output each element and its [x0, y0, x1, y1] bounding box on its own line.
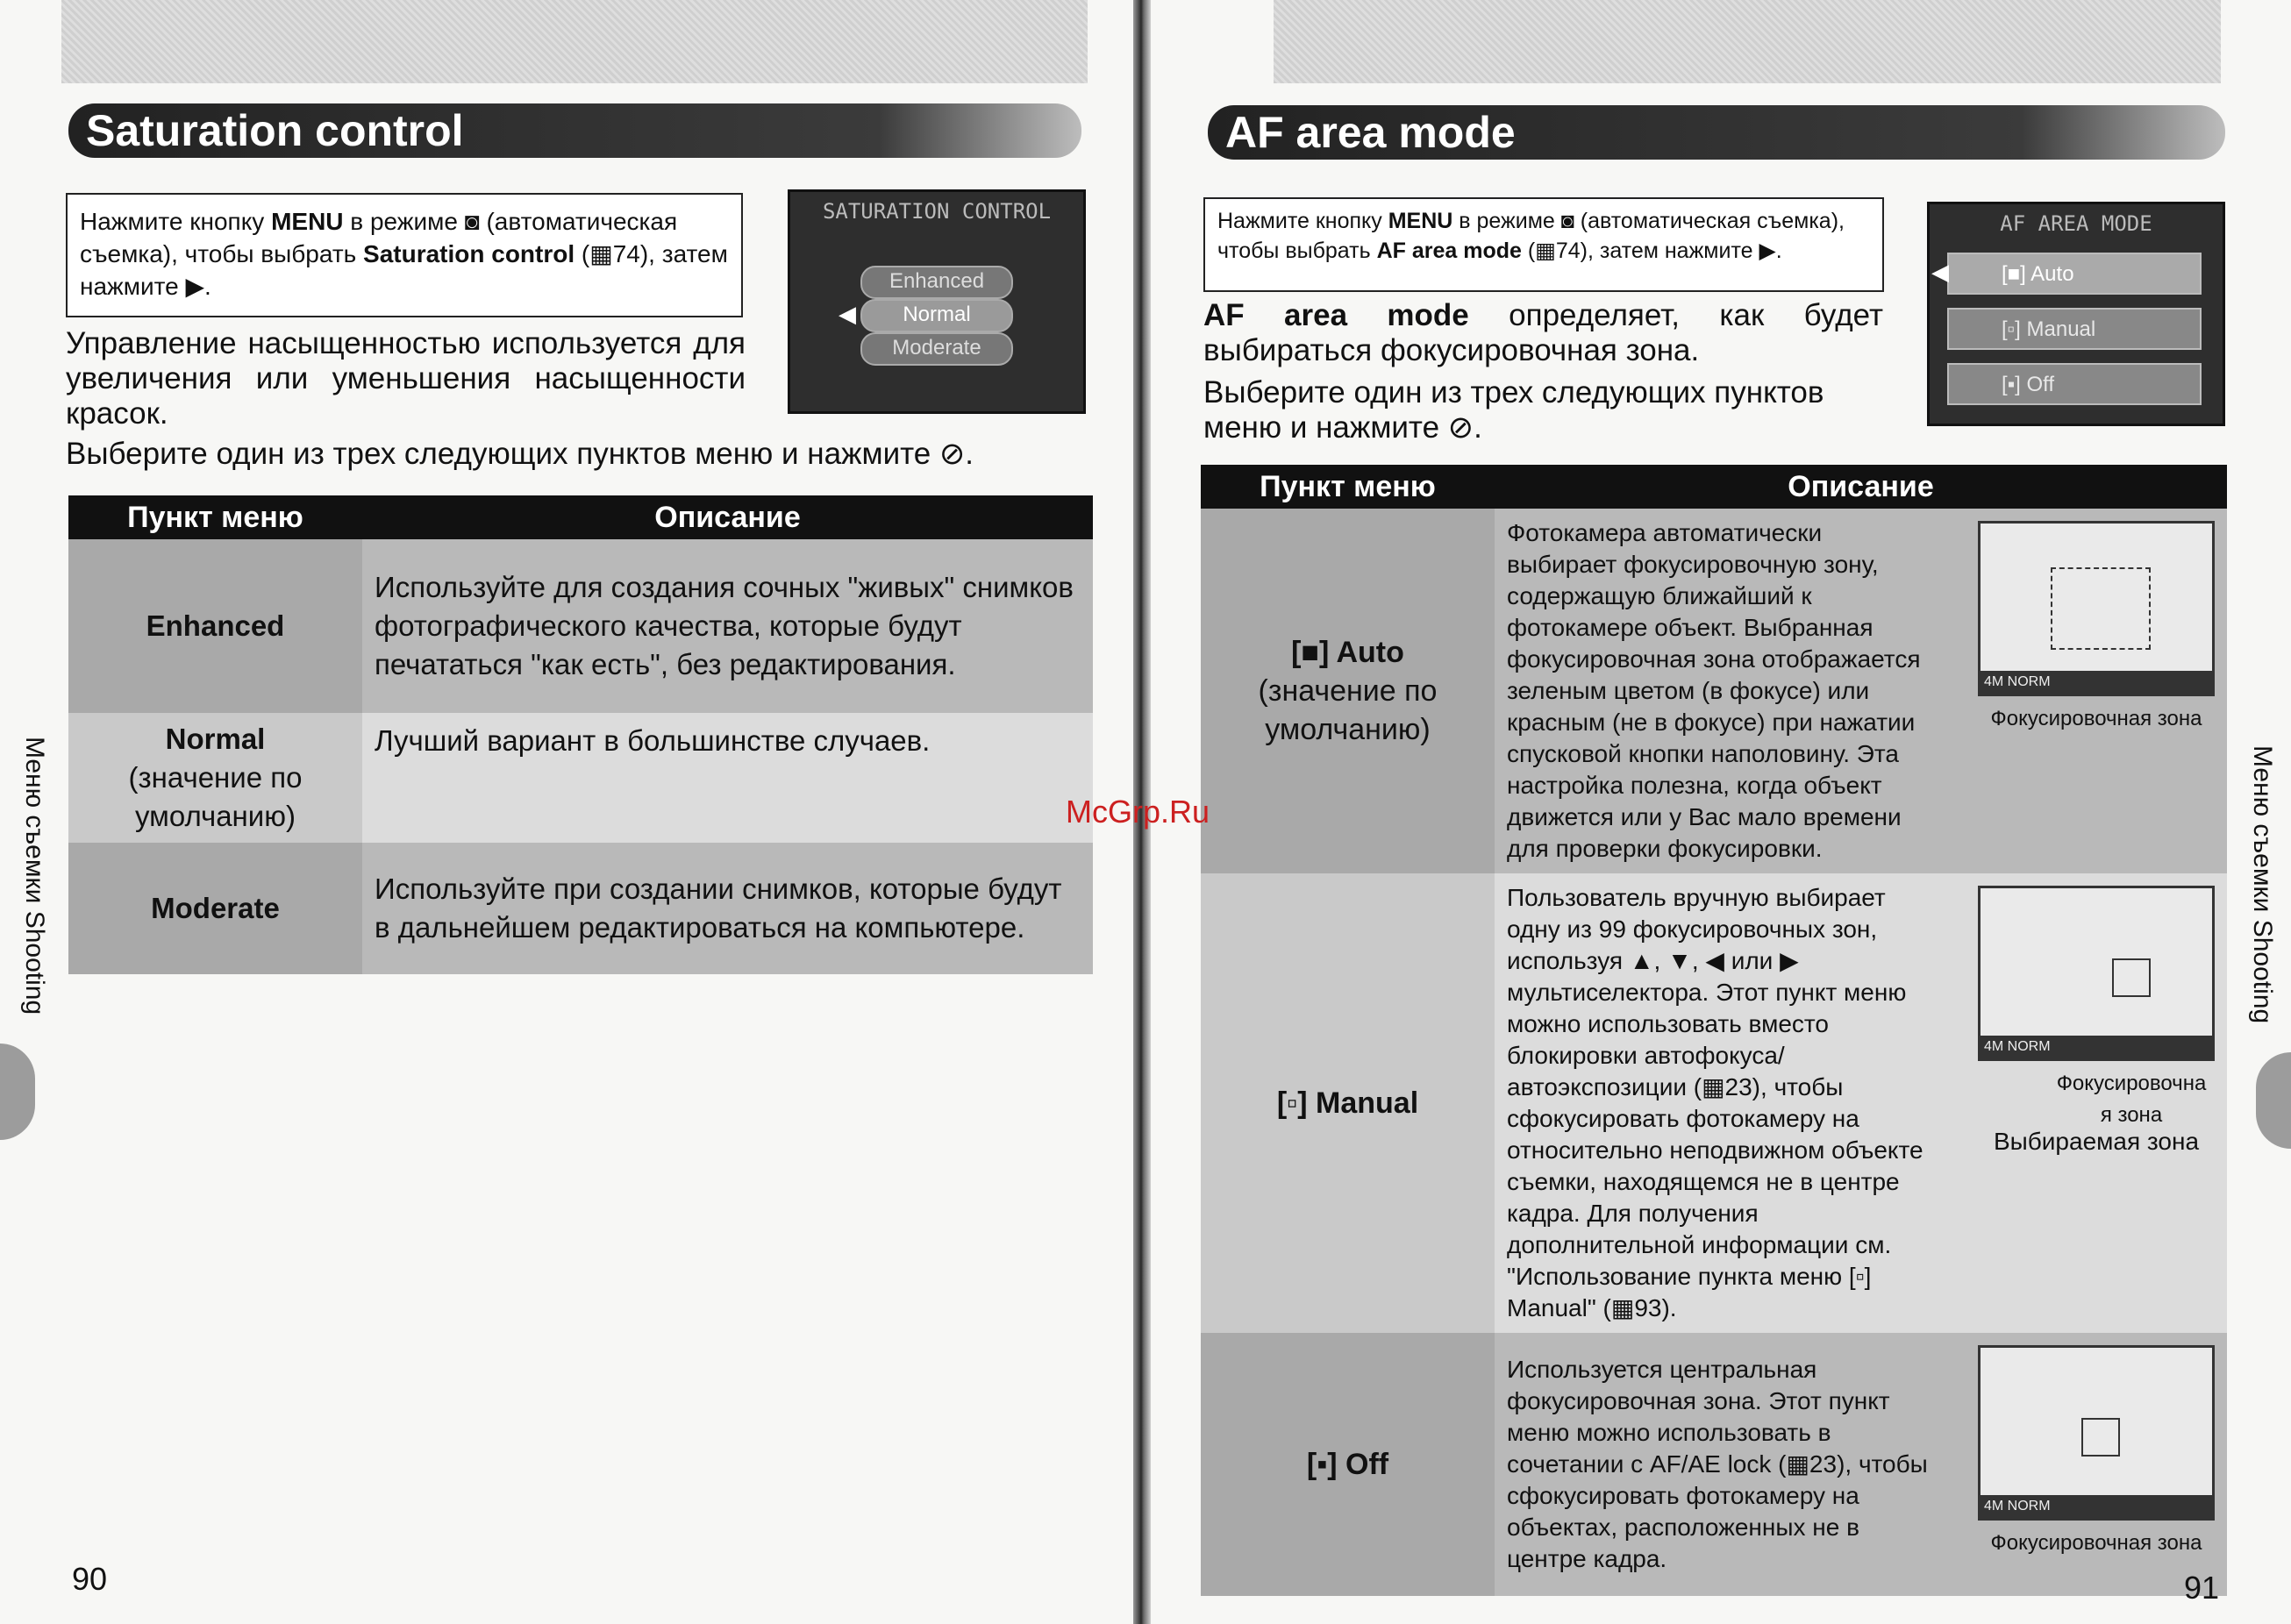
top-band — [1274, 0, 2221, 83]
desc-text: Фотокамера автоматически выбирает фокусировочную зону, содержащую ближайший к фотокамере объект. Выбранная фокусировочная зона отображается зеленым цветом (в фокусе) или красным (не в фокусе) при нажатии спусковой кнопки наполовину. Эта настройка полезна, когда объект движется или у Вас мало времени для проверки фокусировки. — [1507, 519, 1921, 862]
af-area-preview — [1978, 1345, 2215, 1521]
left-arrow-icon: ◀ — [839, 301, 856, 327]
table-desc-cell: Используйте при создании снимков, которые будут в дальнейшем редактироваться на компьютере. — [362, 843, 1093, 974]
left-page — [0, 0, 1140, 1624]
focus-area-grid — [2051, 567, 2151, 650]
item-name: Enhanced — [146, 609, 285, 642]
lcd-status-bar: 4M NORM — [1981, 1036, 2212, 1058]
table-row — [68, 539, 1093, 713]
item-default-note: (значение по умолчанию) — [128, 761, 303, 832]
table-row — [1201, 509, 2227, 873]
choose-paragraph: Выберите один из трех следующих пунктов меню и нажмите ⊘. — [66, 437, 974, 471]
table-desc-cell — [1495, 509, 2227, 873]
preview-caption: Фокусировочная зона — [1990, 1531, 2202, 1555]
target-option: Saturation control — [363, 240, 575, 267]
table-item-cell — [68, 713, 362, 843]
page-number: 90 — [72, 1561, 108, 1597]
item-name-line — [1202, 633, 1494, 672]
item-name: Auto — [1336, 636, 1404, 669]
lcd-option: [▫] Manual — [1947, 308, 2202, 350]
table-desc-cell — [1495, 1333, 2227, 1596]
table-item-cell — [1201, 873, 1495, 1333]
lcd-title: AF AREA MODE — [2000, 211, 2152, 236]
intro-paragraph: Управление насыщенностью используется для увеличения или уменьшения насыщенности красок. — [66, 326, 746, 431]
instruction-box — [1203, 197, 1884, 292]
menu-label: MENU — [271, 208, 344, 235]
menu-label: MENU — [1388, 209, 1453, 233]
table-row — [1201, 1333, 2227, 1596]
table-header: Описание — [1495, 465, 2227, 509]
instruction-text: (автоматическая съемка), чтобы выбрать — [1217, 209, 1845, 263]
camera-mode-icon: ◙ — [1560, 209, 1574, 233]
table-header: Описание — [362, 495, 1093, 539]
target-option: AF area mode — [1376, 239, 1522, 263]
menu-table — [1201, 465, 2227, 1596]
off-area-icon: [▪] — [1306, 1448, 1338, 1481]
manual-area-icon: [▫] — [1276, 1086, 1308, 1120]
intro-paragraph — [1203, 298, 1883, 368]
watermark: McGrp.Ru — [1066, 794, 1210, 830]
menu-table — [68, 495, 1093, 974]
lcd-status-bar: 4M NORM — [1981, 1495, 2212, 1518]
lcd-option-selected: [■] Auto — [1947, 253, 2202, 295]
camera-mode-icon: ◙ — [464, 208, 480, 235]
table-row — [68, 843, 1093, 974]
item-name: Manual — [1316, 1086, 1419, 1120]
preview-caption: Выбираемая зона — [1993, 1128, 2200, 1155]
instruction-text: Нажмите кнопку — [1217, 209, 1388, 233]
side-tab-label: Меню съемки Shooting — [2248, 745, 2277, 1024]
table-header: Пункт меню — [68, 495, 362, 539]
lcd-title: SATURATION CONTROL — [822, 199, 1052, 224]
page-reference: (▦74), затем нажмите ▶. — [1521, 239, 1782, 263]
af-area-preview — [1978, 886, 2215, 1061]
preview-caption: Фокусировочная зона — [1990, 707, 2202, 730]
selected-focus-zone — [2112, 958, 2151, 997]
table-item-cell — [1201, 509, 1495, 873]
lcd-option-selected: Normal — [860, 299, 1013, 332]
table-row — [68, 713, 1093, 843]
desc-text: Пользователь вручную выбирает одну из 99 фокусировочных зон, используя ▲, ▼, ◀ или ▶ мультиселектора. Этот пункт меню можно использовать вместо блокировки автофокуса/ автоэкспозиции (▦23), чтобы сфокусировать фотокамеру на относительно неподвижном объекте съемки, находящемся не в центре кадра. Для получения дополнительной информации см. "Использование пункта меню [▫] Manual" (▦93). — [1507, 884, 1923, 1321]
table-desc-cell: Используйте для создания сочных "живых" снимков фотографического качества, которые будут печататься "как есть", без редактирования. — [362, 539, 1093, 713]
item-name-line — [1202, 1084, 1494, 1122]
item-default-note: (значение по умолчанию) — [1258, 674, 1438, 746]
section-title: Saturation control — [68, 103, 1081, 158]
table-item-cell — [68, 539, 362, 713]
desc-text: Используется центральная фокусировочная зона. Этот пункт меню можно использовать в сочетании с AF/AE lock (▦23), чтобы сфокусировать фотокамеру на объектах, расположенных не в центре кадра. — [1507, 1356, 1928, 1572]
table-desc-cell — [1495, 873, 2227, 1333]
page-reference: (▦74), затем нажмите ▶. — [80, 240, 728, 300]
thumb-tab — [0, 1043, 35, 1140]
lcd-option: Moderate — [860, 332, 1013, 366]
center-focus-zone — [2081, 1418, 2120, 1457]
intro-bold: AF area mode — [1203, 298, 1469, 332]
lcd-option: [▪] Off — [1947, 363, 2202, 405]
table-desc-cell: Лучший вариант в большинстве случаев. — [362, 713, 1093, 843]
item-name: Moderate — [151, 892, 280, 924]
item-name: Off — [1345, 1448, 1389, 1481]
top-band — [61, 0, 1088, 83]
table-item-cell — [1201, 1333, 1495, 1596]
af-area-preview — [1978, 521, 2215, 696]
instruction-text: (автоматическая съемка), чтобы выбрать — [80, 208, 678, 267]
right-page — [1151, 0, 2291, 1624]
lcd-status-bar: 4M NORM — [1981, 671, 2212, 694]
section-title: AF area mode — [1208, 105, 2225, 160]
instruction-text: Нажмите кнопку — [80, 208, 272, 235]
choose-paragraph: Выберите один из трех следующих пунктов меню и нажмите ⊘. — [1203, 375, 1824, 445]
side-tab-label: Меню съемки Shooting — [20, 737, 49, 1015]
instruction-text: в режиме — [343, 208, 465, 235]
item-name-line — [1202, 1445, 1494, 1484]
left-arrow-icon: ◀ — [1931, 259, 1949, 285]
camera-lcd-menu — [1927, 202, 2225, 426]
table-item-cell — [68, 843, 362, 974]
table-row — [1201, 873, 2227, 1333]
item-name: Normal — [165, 723, 266, 755]
lcd-option: Enhanced — [860, 266, 1013, 299]
thumb-tab — [2256, 1052, 2291, 1149]
table-header: Пункт меню — [1201, 465, 1495, 509]
intro-text: определяет, как будет выбираться фокусировочная зона. — [1203, 298, 1884, 367]
instruction-box — [66, 193, 743, 317]
auto-area-icon: [■] — [1291, 636, 1330, 669]
instruction-text: в режиме — [1452, 209, 1561, 233]
preview-caption: Фокусировочна я зона — [2056, 1072, 2207, 1127]
page-number: 91 — [2184, 1570, 2220, 1606]
camera-lcd-menu — [788, 189, 1086, 414]
